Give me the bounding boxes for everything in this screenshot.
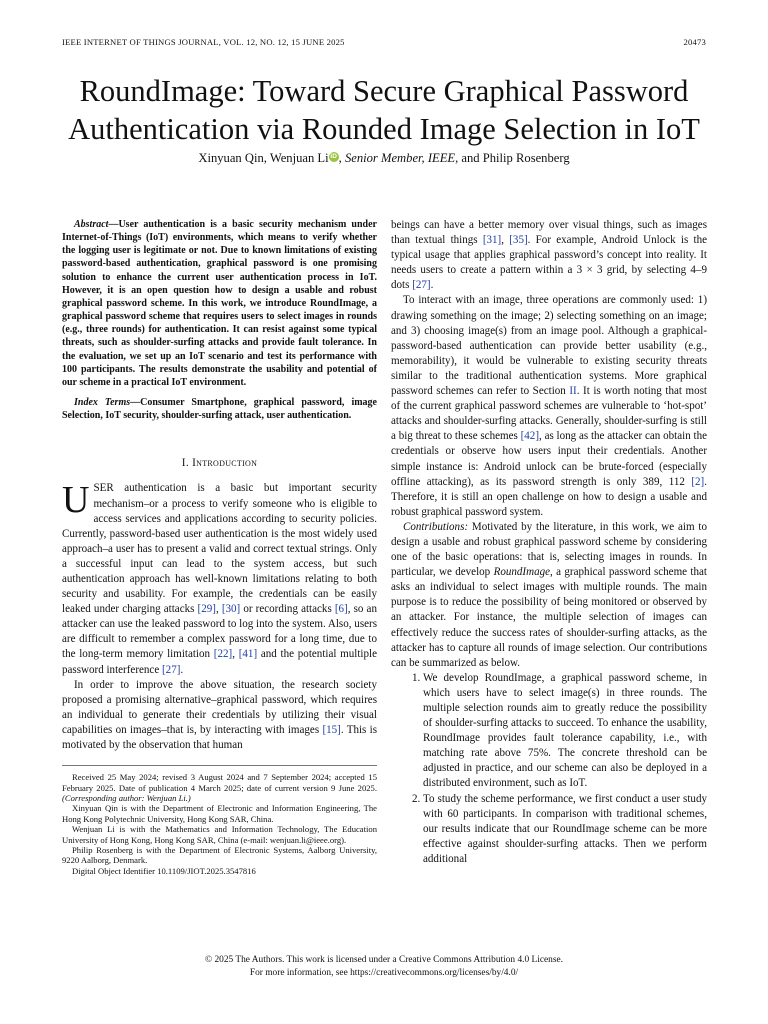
body-text: Motivated by the literature, in this work, we aim to design a usable and robust graphical password scheme by considering one of the basic operations: that is, selecting images in rounds. In particular, we develop — [391, 520, 707, 579]
citation-link[interactable]: [41] — [238, 648, 258, 661]
author-names: Xinyuan Qin, Wenjuan Li — [198, 151, 329, 165]
intro-text: or recording attacks — [240, 603, 335, 616]
index-terms — [62, 396, 377, 422]
body-text: To interact with an image, three operations are commonly used: 1) drawing something on the image; 2) selecting something on an image; and 3) choosing image(s) from an image pool. Although a graphical-password-based authentication can provide better usability (e.g., memorability), it would be vulnerable to existing security threats similar to the traditional authentication systems. More graphical password schemes can refer to Section — [391, 294, 707, 398]
intro-text: SER authentication is a basic but important security mechanism–or a process to verify someone who is eligible to access services and applications according to security policies. Currently, password-based user authentication is the most widely used approach–a user has to present a valid and correct textual strings. Only a successful input can lead to the system access, but such authentication approach has well-known limitations relating to both security and usability. For example, the credentials can be easily leaked under charging attacks — [62, 482, 377, 616]
body-text: . For example, Android Unlock is the typical usage that applies graphical password’s concept into reality. It needs users to create a pattern within a 3 × 3 grid, by selecting 4–9 dots — [391, 234, 708, 292]
intro-text: and the potential multiple password interference — [62, 648, 378, 676]
index-terms-label: Index Terms — [74, 397, 131, 409]
intro-paragraph-2 — [62, 678, 377, 753]
section-link[interactable]: II — [569, 385, 577, 398]
body-text: . Therefore, it is still an open challenge on how to design a usable and robust graphical password system. — [391, 475, 707, 518]
citation-link[interactable]: [6] — [334, 603, 348, 616]
body-text: , as long as the attacker can obtain the credentials or observe how users input their credentials. Another simple instance is: Android unlock can be brute-forced (especially offline attacking), as its password strength is only 389, 112 — [391, 430, 707, 488]
body-text: . It is worth noting that most of the current graphical password schemes are vulnerable to ‘hot-spot’ attacks and shoulder-surfing attacks. Generally, shoulder-surfing is still a big threat to these schemes — [391, 385, 707, 443]
citation-link[interactable]: [35] — [509, 234, 528, 247]
running-header — [62, 37, 706, 47]
license-url[interactable]: For more information, see https://creativecommons.org/licenses/by/4.0/ — [249, 967, 519, 978]
right-column — [391, 218, 707, 867]
footnote-affiliation: Philip Rosenberg is with the Department of Electronic Systems, Aalborg University, 9220 Aalborg, Denmark. — [62, 844, 377, 866]
section-heading — [62, 456, 377, 471]
orcid-icon[interactable]: iD — [330, 153, 337, 160]
left-column — [62, 218, 377, 876]
intro-text: In order to improve the above situation, the research society proposed a promising alternative–graphical password, which requires an individual to generate their credentials by utilizing their visual capabilities on images–that is, by interacting with images — [62, 678, 377, 736]
body-text: , a graphical password scheme that asks an individual to select images with multiple rounds. The main purpose is to reduce the possibility of being monitored or observed by an attacker. For instance, the multiple selection of images can effectively reduce the success rates of shoulder-surfing attacks, as the attacker has to capture all rounds of image selection. Our contributions can be summarized as below. — [391, 566, 707, 669]
citation-link[interactable]: [27] — [162, 663, 181, 676]
body-text: . — [430, 279, 434, 292]
list-item: 1. We develop RoundImage, a graphical password scheme, in which users have to select image(s) in three rounds. The multiple selection rounds aim to greatly reduce the possibility of shoulder-surfing attacks to succeed. To enhance the usability, RoundImage provides fault tolerance capability, i.e., with matching rate above 75%. The concrete threshold can be adjusted in practice, and our scheme can also be deployed in a distributed environment, such as IoT. — [423, 671, 707, 792]
scheme-name: RoundImage — [493, 566, 551, 579]
body-paragraph — [391, 293, 707, 519]
citation-link[interactable]: [27] — [412, 279, 431, 292]
body-text: beings can have a better memory over visual things, such as images than textual things — [391, 219, 707, 247]
intro-text: . — [180, 663, 184, 676]
separator: , — [232, 648, 239, 661]
contributions-label: Contributions: — [403, 520, 469, 533]
citation-link[interactable]: [15] — [322, 723, 341, 736]
citation-link[interactable]: [2] — [691, 475, 705, 488]
paper-title: RoundImage: Toward Secure Graphical Password Authentication via Rounded Image Selection in IoT — [68, 74, 700, 146]
drop-cap: U — [62, 479, 90, 522]
citation-link[interactable]: [22] — [213, 648, 233, 661]
separator: , — [215, 603, 222, 616]
author-line — [40, 151, 728, 166]
author-role: Senior Member, IEEE — [344, 151, 456, 165]
page-number: 20473 — [683, 37, 706, 47]
intro-text: . This is motivated by the observation that human — [62, 723, 378, 752]
footnotes — [62, 765, 377, 876]
contribution-list — [391, 671, 707, 867]
abstract — [62, 218, 377, 389]
separator: , — [501, 234, 510, 247]
body-paragraph — [391, 218, 707, 293]
citation-link[interactable]: [31] — [482, 234, 502, 247]
abstract-text: —User authentication is a basic security mechanism under Internet-of-Things (IoT) environments, which means to verify whether the logging user is legitimate or not. Due to known limitations of existing password-based authentication, graphical password is one promising solution to enhance the current user authentication process in IoT. However, it is an open question how to design a usable and robust graphical password scheme. In this work, we introduce RoundImage, a graphical password scheme that requires users to select images in rounds (e.g., three rounds) for authentication. It can resist against some typical threats, such as shoulder-surfing attacks and provide fault tolerance. In the evaluation, we set up an IoT scenario and test its performance with 100 participants. The results demonstrate the usability and potential of our scheme in a practical IoT environment. — [62, 219, 377, 388]
author-names-rest: , and Philip Rosenberg — [455, 151, 570, 165]
footnote-text: Received 25 May 2024; revised 3 August 2024 and 7 September 2024; accepted 15 February 2025. Date of publication 4 March 2025; date of current version 9 June 2025. — [62, 772, 377, 793]
citation-link[interactable]: [30] — [221, 603, 241, 616]
journal-name: IEEE INTERNET OF THINGS JOURNAL, VOL. 12, NO. 12, 15 JUNE 2025 — [62, 37, 345, 47]
license-notice — [40, 954, 728, 979]
section-number: I. — [181, 457, 189, 470]
section-title: Introduction — [192, 457, 258, 470]
footnote-received — [62, 772, 377, 803]
corresponding-author: (Corresponding author: Wenjuan Li.) — [62, 792, 191, 803]
license-line: © 2025 The Authors. This work is licensed under a Creative Commons Attribution 4.0 License. — [204, 955, 564, 965]
citation-link[interactable]: [42] — [520, 430, 540, 443]
footnote-affiliation: Wenjuan Li is with the Mathematics and Information Technology, The Education University of Hong Kong, Hong Kong SAR, China (e-mail: wenjuan.li@ieee.org). — [62, 824, 377, 845]
citation-link[interactable]: [29] — [197, 603, 216, 616]
footnote-doi: Digital Object Identifier 10.1109/JIOT.2025.3547816 — [72, 865, 256, 876]
author-comma: , — [338, 151, 342, 165]
contributions-paragraph — [391, 520, 707, 671]
abstract-label: Abstract — [74, 219, 109, 230]
list-item: 2. To study the scheme performance, we first conduct a user study with 60 participants. In comparison with traditional schemes, our results indicate that our RoundImage scheme can be more effective against shoulder-surfing attacks. Then we perform additional — [423, 792, 707, 867]
footnote-affiliation: Xinyuan Qin is with the Department of Electronic and Information Engineering, The Hong Kong Polytechnic University, Hong Kong SAR, China. — [62, 803, 377, 824]
intro-text: , so an attacker can use the leaked password to log into the system. Also, users are difficult to remember a complex password for a long time, due to the long-term memory limitation — [62, 603, 377, 661]
intro-paragraph-1 — [62, 481, 377, 677]
index-terms-text: —Consumer Smartphone, graphical password, image Selection, IoT security, shoulder-surfing attack, user authentication. — [62, 397, 377, 422]
